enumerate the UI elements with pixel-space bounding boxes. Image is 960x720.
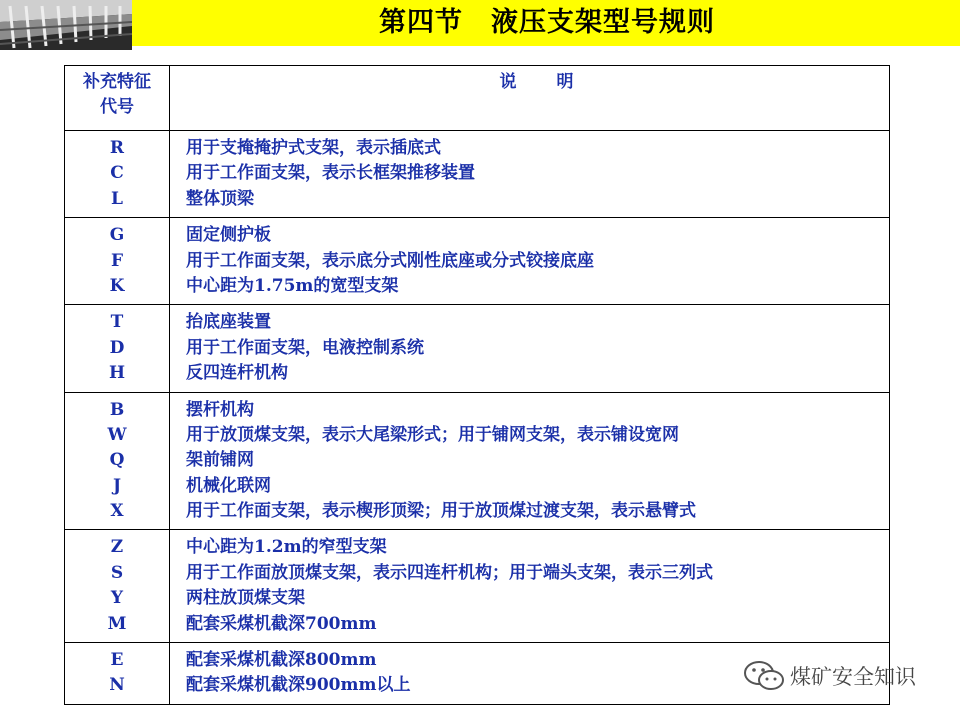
desc-column-header: 说 明 xyxy=(170,66,890,131)
code-item: B xyxy=(109,399,125,420)
desc-item: 配套采煤机截深700mm xyxy=(186,613,377,634)
code-column-header xyxy=(65,66,170,131)
code-cell xyxy=(65,530,170,643)
code-item: T xyxy=(110,312,124,333)
code-item: J xyxy=(112,475,122,496)
code-item: D xyxy=(109,337,125,358)
table-row xyxy=(65,218,890,305)
desc-item: 抬底座装置 xyxy=(186,312,271,333)
mine-tunnel-photo xyxy=(0,0,132,50)
code-item: G xyxy=(109,225,125,246)
code-item: X xyxy=(110,501,124,522)
code-item: M xyxy=(107,613,127,634)
desc-item: 用于工作面支架，表示底分式刚性底座或分式铰接底座 xyxy=(186,250,594,271)
code-item: Z xyxy=(110,537,124,558)
desc-item: 用于放顶煤支架，表示大尾梁形式；用于铺网支架，表示铺设宽网 xyxy=(186,424,679,445)
code-item: K xyxy=(109,275,125,296)
desc-item: 配套采煤机截深800mm xyxy=(186,650,377,671)
code-item: S xyxy=(110,562,124,583)
code-item: C xyxy=(110,163,124,184)
desc-cell xyxy=(170,530,890,643)
rules-table xyxy=(64,65,890,705)
table-row xyxy=(65,530,890,643)
code-cell xyxy=(65,131,170,218)
code-item: Q xyxy=(109,450,125,471)
code-item: E xyxy=(110,650,124,671)
table-row xyxy=(65,131,890,218)
desc-item: 整体顶梁 xyxy=(186,188,254,209)
table-row xyxy=(65,305,890,392)
desc-item: 中心距为1.75m的宽型支架 xyxy=(186,275,399,296)
desc-item: 用于工作面放顶煤支架，表示四连杆机构；用于端头支架，表示三列式 xyxy=(186,562,713,583)
code-item: L xyxy=(111,188,123,209)
code-item: Y xyxy=(110,588,124,609)
watermark xyxy=(742,656,916,696)
desc-item: 用于工作面支架，电液控制系统 xyxy=(186,337,424,358)
desc-cell xyxy=(170,131,890,218)
code-item: F xyxy=(110,250,124,271)
code-item: H xyxy=(108,363,126,384)
page-title: 第四节 液压支架型号规则 xyxy=(379,7,715,38)
code-item: R xyxy=(109,138,125,158)
code-item: W xyxy=(107,424,127,445)
code-cell xyxy=(65,643,170,705)
desc-item: 用于支掩掩护式支架，表示插底式 xyxy=(186,138,441,158)
desc-item: 机械化联网 xyxy=(186,475,271,496)
desc-item: 配套采煤机截深900mm以上 xyxy=(186,675,411,696)
desc-cell xyxy=(170,392,890,530)
code-item: N xyxy=(109,675,125,696)
desc-item: 用于工作面支架，表示楔形顶梁；用于放顶煤过渡支架，表示悬臂式 xyxy=(186,501,696,522)
watermark-text: 煤矿安全知识 xyxy=(790,665,916,689)
desc-cell xyxy=(170,218,890,305)
desc-item: 反四连杆机构 xyxy=(186,363,288,384)
desc-item: 架前铺网 xyxy=(186,450,254,471)
desc-item: 摆杆机构 xyxy=(186,399,254,420)
desc-item: 用于工作面支架，表示长框架推移装置 xyxy=(186,163,475,184)
code-header-line: 代号 xyxy=(100,97,134,117)
desc-cell xyxy=(170,305,890,392)
code-cell xyxy=(65,218,170,305)
code-header-line: 补充特征 xyxy=(83,72,151,92)
desc-item: 中心距为1.2m的窄型支架 xyxy=(186,537,387,558)
desc-item: 两柱放顶煤支架 xyxy=(186,588,305,609)
table-row xyxy=(65,392,890,530)
code-cell xyxy=(65,392,170,530)
code-cell xyxy=(65,305,170,392)
table-header-row xyxy=(65,66,890,131)
desc-item: 固定侧护板 xyxy=(186,225,271,246)
wechat-icon xyxy=(742,658,786,694)
